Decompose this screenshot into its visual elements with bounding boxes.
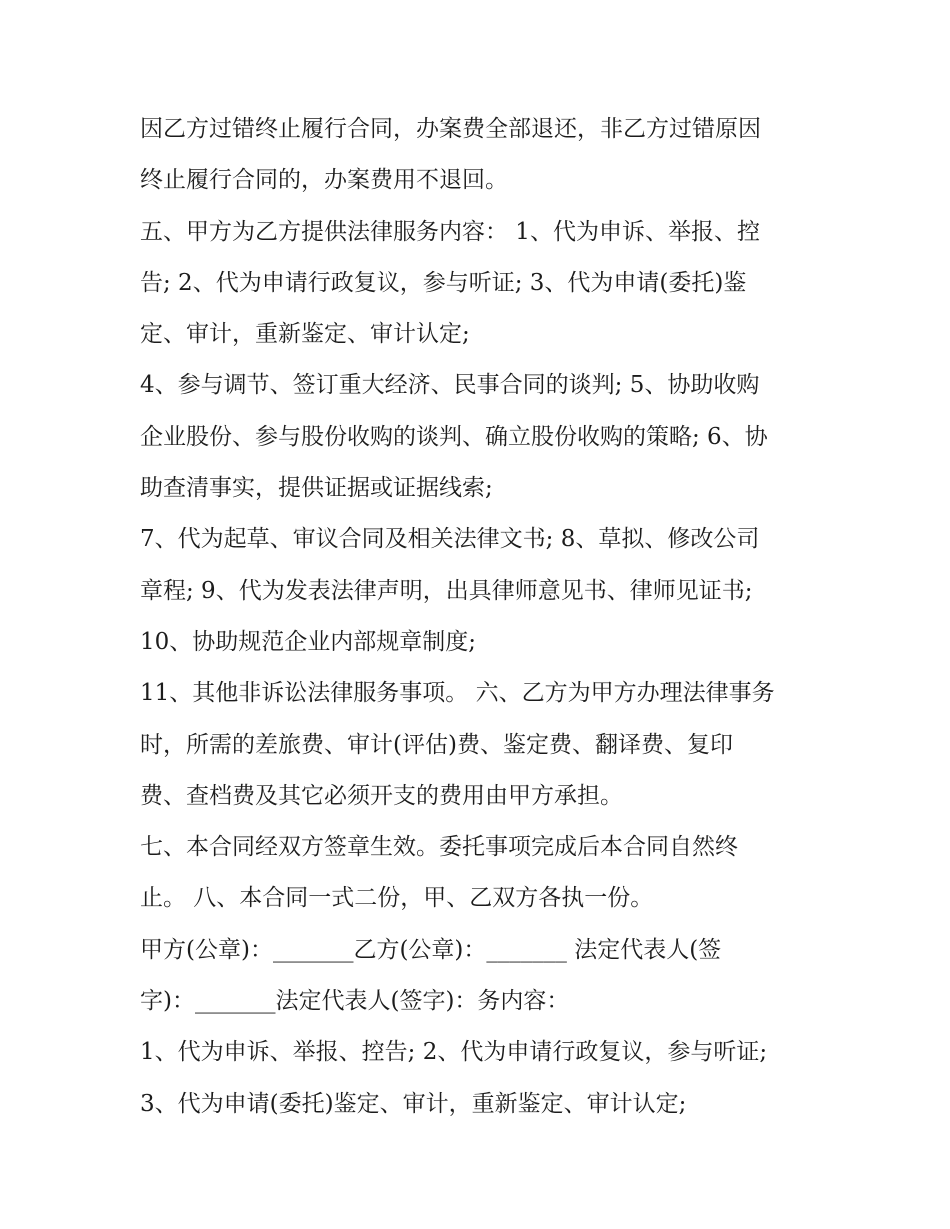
signature-line: 字)：_______法定代表人(签字)：务内容： xyxy=(140,988,570,1015)
text-line: 4、参与调节、签订重大经济、民事合同的谈判; 5、协助收购 xyxy=(140,372,760,399)
text-line: 因乙方过错终止履行合同，办案费全部退还，非乙方过错原因 xyxy=(140,116,761,142)
text-line: 11、其他非诉讼法律服务事项。 六、乙方为甲方办理法律事务 xyxy=(140,680,775,707)
text-line: 止。 八、本合同一式二份，甲、乙双方各执一份。 xyxy=(140,885,654,912)
text-line: 章程; 9、代为发表法律声明，出具律师意见书、律师见证书; xyxy=(140,577,753,604)
text-line: 终止履行合同的，办案费用不退回。 xyxy=(140,167,508,194)
text-line: 7、代为起草、审议合同及相关法律文书; 8、草拟、修改公司 xyxy=(140,526,760,553)
text-line: 五、甲方为乙方提供法律服务内容： 1、代为申诉、举报、控 xyxy=(140,218,760,245)
text-line: 1、代为申诉、举报、控告; 2、代为申请行政复议，参与听证; xyxy=(140,1039,768,1066)
contract-text-body xyxy=(140,104,830,1130)
text-line: 定、审计，重新鉴定、审计认定; xyxy=(140,321,470,348)
text-line: 3、代为申请(委托)鉴定、审计，重新鉴定、审计认定; xyxy=(140,1090,687,1117)
text-line: 助查清事实，提供证据或证据线索; xyxy=(140,475,493,502)
text-line: 时，所需的差旅费、审计(评估)费、鉴定费、翻译费、复印 xyxy=(140,731,733,758)
signature-line: 甲方(公章)：_______乙方(公章)：_______ 法定代表人(签 xyxy=(140,936,722,963)
text-line: 企业股份、参与股份收购的谈判、确立股份收购的策略; 6、协 xyxy=(140,423,768,450)
text-line: 七、本合同经双方签章生效。委托事项完成后本合同自然终 xyxy=(140,834,738,861)
text-line: 10、协助规范企业内部规章制度; xyxy=(140,628,477,655)
text-line: 费、查档费及其它必须开支的费用由甲方承担。 xyxy=(140,782,623,809)
text-line: 告; 2、代为申请行政复议，参与听证; 3、代为申请(委托)鉴 xyxy=(140,269,747,296)
